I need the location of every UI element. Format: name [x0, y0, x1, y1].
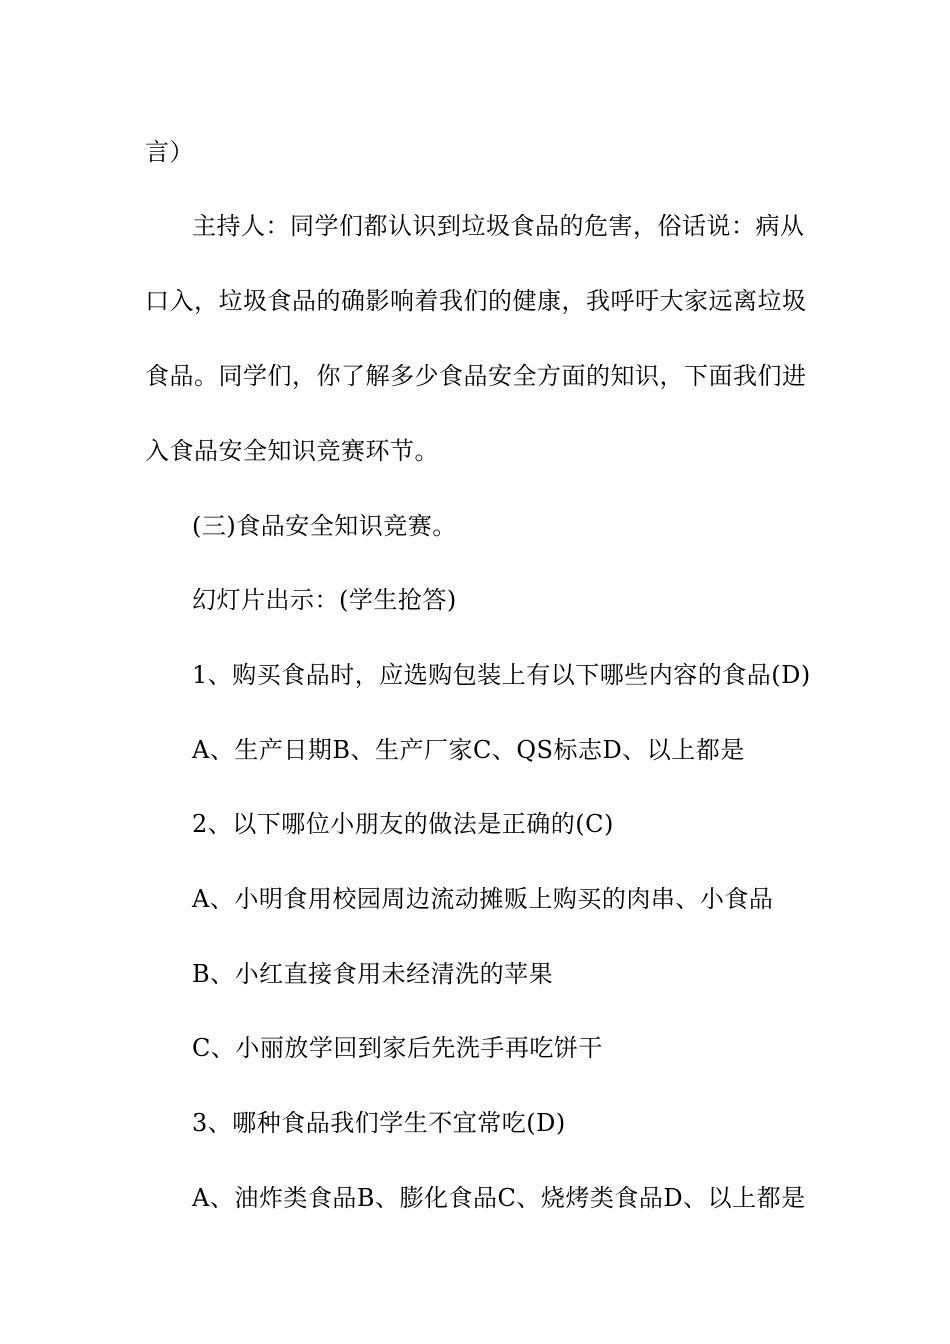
host-speech-line-2: 口入，垃圾食品的确影响着我们的健康，我呼吁大家远离垃圾: [145, 287, 807, 315]
question-1-options: A、生产日期B、生产厂家C、QS标志D、以上都是: [192, 736, 745, 764]
question-3: 3、哪种食品我们学生不宜常吃(D): [192, 1109, 566, 1137]
question-2-option-a: A、小明食用校园周边流动摊贩上购买的肉串、小食品: [192, 885, 774, 913]
question-3-options: A、油炸类食品B、膨化食品C、烧烤类食品D、以上都是: [192, 1184, 806, 1212]
host-speech-line-3: 食品。同学们，你了解多少食品安全方面的知识，下面我们进: [145, 362, 807, 390]
text-line-continuation: 言）: [145, 138, 194, 166]
section-heading: (三)食品安全知识竞赛。: [192, 512, 457, 540]
question-2: 2、以下哪位小朋友的做法是正确的(C): [192, 810, 614, 838]
host-speech-line-1: 主持人：同学们都认识到垃圾食品的危害，俗话说：病从: [192, 212, 805, 240]
question-2-option-b: B、小红直接食用未经清洗的苹果: [192, 960, 554, 988]
host-speech-line-4: 入食品安全知识竞赛环节。: [145, 437, 439, 465]
question-2-option-c: C、小丽放学回到家后先洗手再吃饼干: [192, 1034, 603, 1062]
slide-instruction: 幻灯片出示：(学生抢答): [192, 586, 457, 614]
question-1: 1、购买食品时，应选购包装上有以下哪些内容的食品(D): [192, 661, 811, 689]
